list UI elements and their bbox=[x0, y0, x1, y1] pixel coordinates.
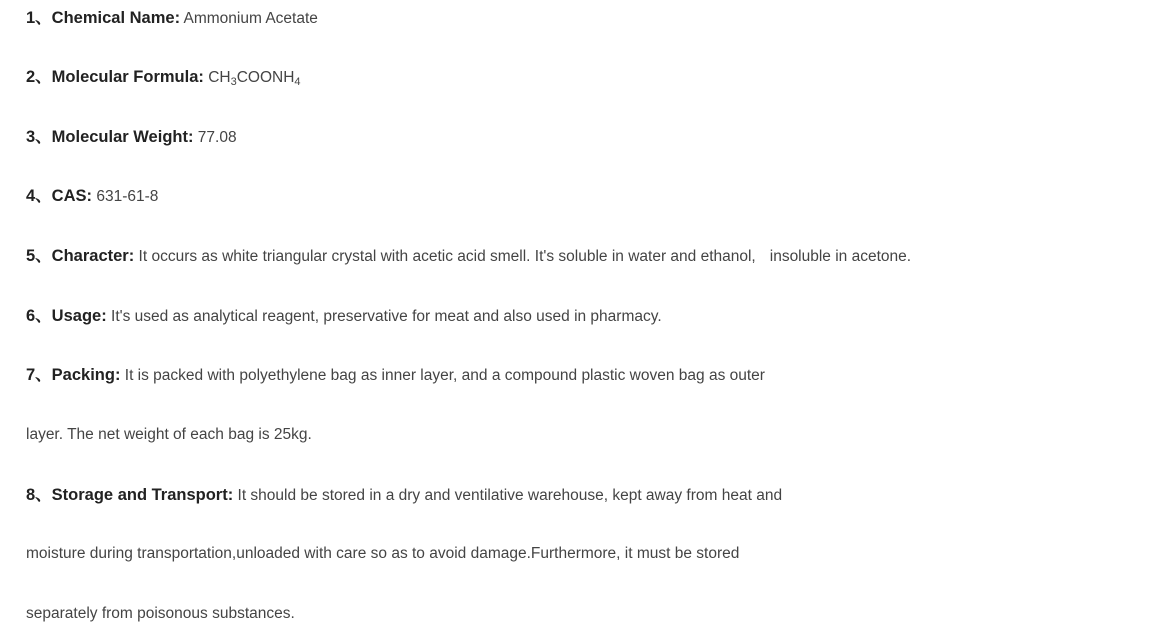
spec-value: 77.08 bbox=[197, 129, 237, 146]
spec-continuation-line bbox=[26, 544, 739, 564]
spec-value: Ammonium Acetate bbox=[183, 10, 318, 27]
spec-item-cas bbox=[26, 186, 158, 207]
spec-label: 7、Packing: bbox=[26, 366, 121, 384]
spec-value: layer. The net weight of each bag is 25kg. bbox=[26, 426, 312, 443]
spec-value: separately from poisonous substances. bbox=[26, 605, 295, 622]
spec-label: 8、Storage and Transport: bbox=[26, 486, 234, 504]
spec-value: It's used as analytical reagent, preservative for meat and also used in pharmacy. bbox=[111, 308, 662, 325]
spec-label: 4、CAS: bbox=[26, 187, 93, 205]
spec-item-molecular-weight bbox=[26, 127, 237, 148]
spec-item-packing bbox=[26, 365, 765, 386]
spec-item-storage-transport bbox=[26, 485, 782, 506]
spec-value: moisture during transportation,unloaded with care so as to avoid damage.Furthermore, it must be stored bbox=[26, 545, 740, 562]
formula-part: CH bbox=[208, 69, 231, 86]
spec-continuation-line bbox=[26, 425, 312, 445]
spec-continuation-line bbox=[26, 604, 295, 624]
spec-label: 2、Molecular Formula: bbox=[26, 68, 204, 86]
spec-label: 5、Character: bbox=[26, 247, 135, 265]
formula-subscript: 4 bbox=[294, 76, 301, 88]
spec-item-character bbox=[26, 246, 911, 267]
spec-item-molecular-formula bbox=[26, 67, 301, 88]
spec-value: It should be stored in a dry and ventilative warehouse, kept away from heat and bbox=[237, 487, 783, 504]
spec-value: It occurs as white triangular crystal with acetic acid smell. It's soluble in water and ethanol, bbox=[138, 248, 756, 265]
formula-value bbox=[208, 69, 300, 86]
spec-item-chemical-name bbox=[26, 8, 318, 29]
spec-value: It is packed with polyethylene bag as inner layer, and a compound plastic woven bag as outer bbox=[124, 367, 765, 384]
spec-label: 1、Chemical Name: bbox=[26, 9, 181, 27]
spec-value: 631-61-8 bbox=[96, 188, 159, 205]
spec-label: 6、Usage: bbox=[26, 307, 107, 325]
spec-item-usage bbox=[26, 306, 662, 327]
spec-label: 3、Molecular Weight: bbox=[26, 128, 194, 146]
formula-part: COONH bbox=[236, 69, 295, 86]
formula-subscript: 3 bbox=[230, 76, 237, 88]
spec-value-continued: insoluble in acetone. bbox=[769, 248, 912, 265]
